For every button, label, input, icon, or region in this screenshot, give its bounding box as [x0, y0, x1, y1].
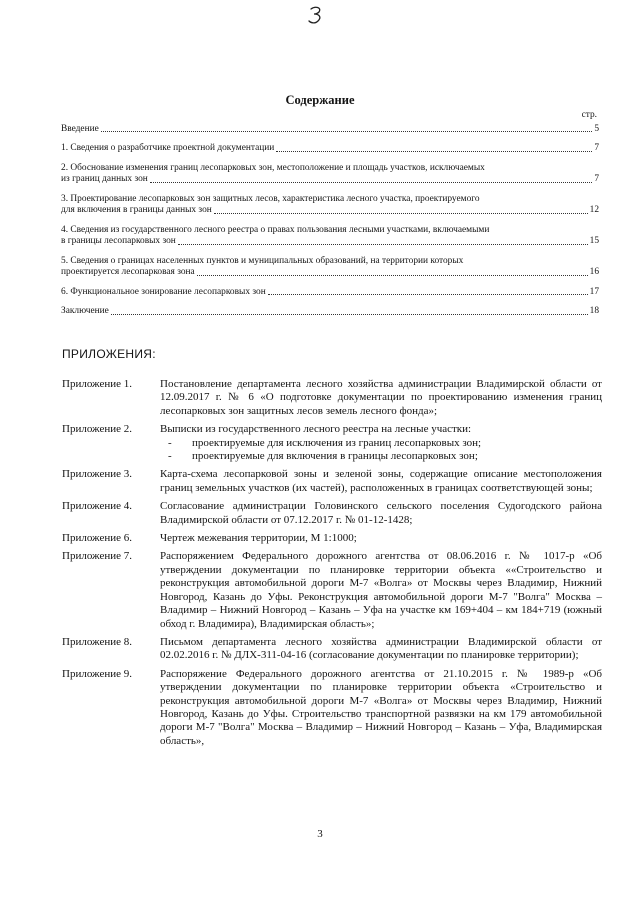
appendix-text: Согласование администрации Головинского сельского поселения Судогодского района Владимирской области от 07.12.2017 г. № 01-12-1428;: [160, 500, 602, 526]
appendix-label: Приложение 2.: [62, 423, 133, 436]
appendix-body: [160, 378, 602, 418]
appendix-text: Чертеж межевания территории, М 1:1000;: [160, 532, 357, 545]
appendix-text: Распоряжение Федерального дорожного агентства от 21.10.2015 г. № 1989-р «Об утверждении документации по планировке территории объекта «Строительство и реконструкция автомобильной дороги М-7 «Волга» от Москвы через Владимир, Нижний Новгород, Казань до Уфы. Строительство транспортной развязки на км 179 автомобильной дороги М-7 "Волга" Москва – Владимир – Нижний Новгород – Казань – Уфа, Владимирская область»,: [160, 667, 602, 747]
appendix-label: Приложение 4.: [62, 500, 133, 513]
appendix-label: Приложение 7.: [62, 550, 133, 563]
toc-entry-text: Введение: [61, 123, 99, 134]
appendix-text: Письмом департамента лесного хозяйства администрации Владимирской области от 02.02.2016 г. № ДЛХ-311-04-16 (согласование документации по планировке территории);: [160, 635, 602, 662]
appendix-text: Распоряжением Федерального дорожного агентства от 08.06.2016 г. № 1017-р «Об утверждении документации по планировке территории объекта ««Строительство и реконструкция автомобильной дороги М-7 «Волга» от Москвы через Владимир, Нижний Новгород, Казань до Уфы. Реконструкция автомобильной дороги М-7 "Волга" Москва – Владимир – Нижний Новгород – Казань – Уфа на участке км 169+404 – км 184+719 (южный обход г. Владимира), Владимирская область»;: [160, 550, 602, 630]
toc-entry-text: Заключение: [61, 306, 109, 316]
bullet-dash: -: [168, 450, 172, 463]
appendix-body: [160, 532, 602, 545]
page-number: 3: [317, 828, 323, 840]
toc-entry[interactable]: [61, 194, 599, 217]
toc-entry-text: 4. Сведения из государственного лесного реестра о правах пользования лесными участками, включаемыми: [61, 224, 490, 235]
appendix-item: [62, 423, 602, 463]
toc-leader-dots: [178, 244, 588, 245]
toc-leader-dots: [111, 314, 588, 315]
handwritten-three-icon: [306, 4, 328, 26]
toc-entry[interactable]: [61, 143, 599, 155]
toc-entry[interactable]: [61, 287, 599, 299]
toc-leader-dots: [150, 182, 593, 183]
toc-entry[interactable]: [61, 256, 599, 279]
toc-entry[interactable]: [61, 163, 599, 186]
toc-entry-text: 3. Проектирование лесопарковых зон защитных лесов, характеристика лесного участка, проектируемого: [61, 193, 480, 204]
appendix-label: Приложение 1.: [62, 378, 133, 390]
toc-entry-text: проектируется лесопарковая зона: [61, 267, 195, 277]
appendix-text: Выписки из государственного лесного реестра на лесные участки:: [160, 423, 472, 436]
appendix-body: [160, 500, 602, 527]
toc-entry-text: 1. Сведения о разработчике проектной документации: [61, 143, 275, 153]
toc-page-number: 12: [589, 205, 599, 215]
appendix-body: [160, 550, 602, 630]
appendix-text: Карта-схема лесопарковой зоны и зеленой зоны, содержащие описание местоположения границ земельных участков (их частей), расположенных в границах соответствующей зоны;: [160, 468, 602, 494]
toc-entry[interactable]: [61, 306, 599, 318]
toc-leader-dots: [276, 151, 592, 152]
appendix-item: [62, 468, 602, 495]
page-title: Содержание: [285, 93, 355, 107]
appendix-item: [62, 500, 602, 527]
toc-entry-text: из границ данных зон: [61, 174, 148, 184]
appendix-item: [62, 636, 602, 663]
appendix-body: [160, 636, 602, 663]
toc-page-number: 7: [594, 143, 599, 153]
toc-page-number: 7: [594, 174, 599, 184]
toc-entry-text: 5. Сведения о границах населенных пунктов и муниципальных образований, на территории которых: [61, 255, 464, 266]
bullet-text: проектируемые для исключения из границ лесопарковых зон;: [192, 436, 482, 449]
appendix-text: Постановление департамента лесного хозяйства администрации Владимирской области от 12.09.2017 г. № 6 «О подготовке документации по проектированию изменения границ лесопарковых зон защитных лесов земель лесного фонда»;: [160, 378, 602, 417]
appendix-label: Приложение 8.: [62, 635, 133, 648]
appendix-item: [62, 378, 602, 418]
appendices-title: ПРИЛОЖЕНИЯ:: [62, 347, 156, 361]
toc-leader-dots: [214, 213, 588, 214]
toc-entry-text: для включения в границы данных зон: [61, 205, 212, 215]
appendix-body: [160, 423, 602, 463]
toc-entry[interactable]: [61, 124, 599, 136]
toc-page-number: 5: [594, 123, 599, 134]
toc-leader-dots: [268, 294, 588, 295]
toc-page-number: 16: [589, 267, 599, 277]
toc-leader-dots: [197, 275, 588, 276]
table-of-contents: [61, 110, 599, 318]
appendix-body: [160, 468, 602, 495]
toc-entry-text: 6. Функциональное зонирование лесопарковых зон: [61, 286, 266, 297]
toc-page-number: 18: [589, 306, 599, 316]
toc-entry-text: 2. Обоснование изменения границ лесопарковых зон, местоположение и площадь участков, исключаемых: [61, 162, 485, 173]
appendix-label: Приложение 3.: [62, 468, 133, 481]
appendix-label: Приложение 9.: [62, 667, 133, 680]
appendix-item: [62, 532, 602, 545]
handwritten-page-mark: [306, 4, 328, 26]
appendix-label: Приложение 6.: [62, 532, 133, 545]
toc-leader-dots: [101, 131, 593, 132]
appendix-item: [62, 668, 602, 748]
appendix-item: [62, 550, 602, 630]
bullet-dash: -: [168, 436, 172, 449]
toc-entry-text: в границы лесопарковых зон: [61, 236, 176, 246]
appendix-bullet: [160, 437, 602, 450]
toc-page-header: стр.: [581, 110, 597, 120]
toc-page-number: 17: [589, 286, 599, 297]
appendix-bullet: [160, 450, 602, 463]
toc-page-number: 15: [589, 236, 599, 246]
toc-entry[interactable]: [61, 225, 599, 248]
bullet-text: проектируемые для включения в границы лесопарковых зон;: [192, 450, 478, 463]
appendices-list: [62, 378, 602, 748]
appendix-body: [160, 668, 602, 748]
